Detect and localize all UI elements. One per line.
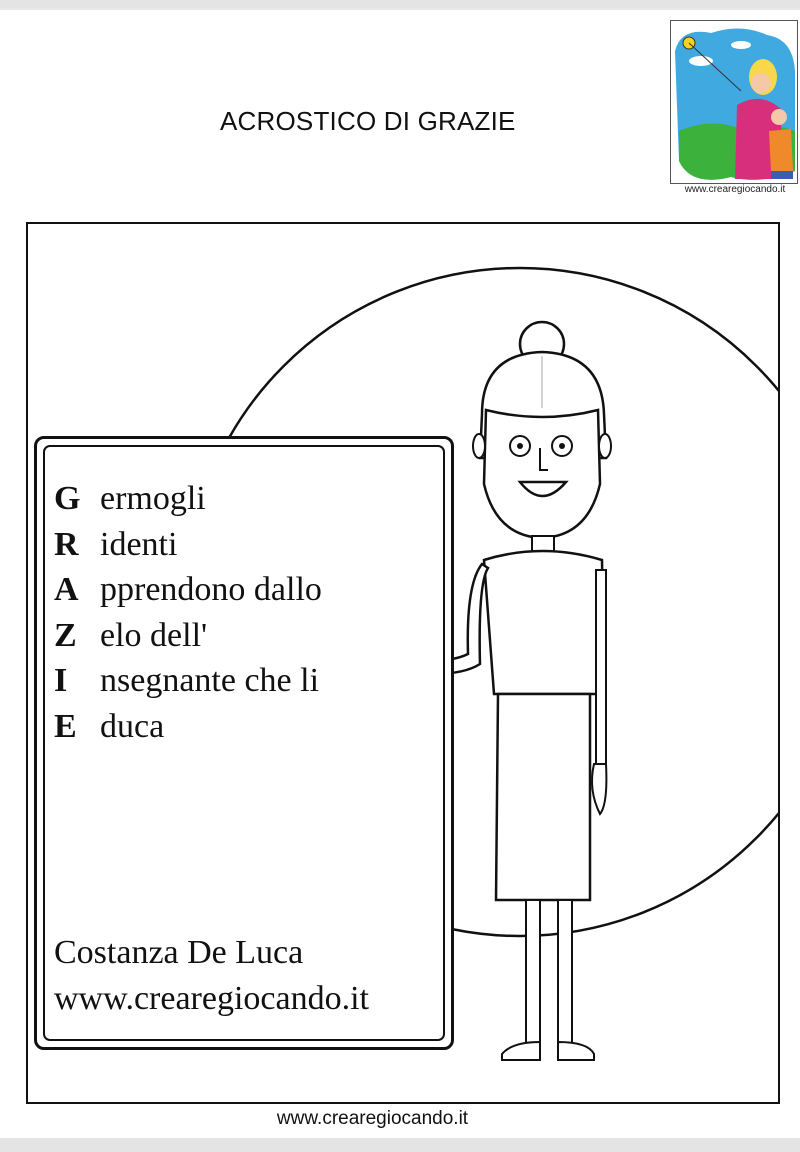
acrostic-text: identi — [100, 525, 178, 563]
acrostic-line — [54, 704, 322, 750]
logo-caption: www.crearegiocando.it — [684, 184, 786, 195]
worksheet-page — [0, 10, 800, 1138]
author-credit — [54, 930, 369, 1022]
acrostic-line — [54, 613, 322, 659]
illustration-frame — [26, 222, 780, 1104]
acrostic-letter: G — [54, 480, 81, 517]
acrostic-text: duca — [100, 707, 165, 745]
acrostic-text: elo dell' — [100, 616, 208, 654]
footer-url: www.crearegiocando.it — [276, 1108, 469, 1129]
page-title: ACROSTICO DI GRAZIE — [220, 106, 516, 136]
acrostic-letter: R — [54, 525, 79, 563]
acrostic-poem — [54, 476, 322, 749]
acrostic-letter: I — [54, 662, 68, 699]
acrostic-text: pprendono dallo — [100, 571, 322, 608]
acrostic-line — [54, 567, 322, 613]
acrostic-text: ermogli — [100, 480, 206, 517]
acrostic-text: nsegnante che li — [100, 662, 320, 699]
acrostic-letter: Z — [54, 616, 77, 654]
top-divider — [0, 0, 800, 8]
bottom-divider — [0, 1138, 800, 1152]
author-name: Costanza De Luca — [54, 934, 304, 971]
acrostic-line — [54, 476, 322, 522]
acrostic-line — [54, 522, 322, 568]
author-website: www.crearegiocando.it — [54, 980, 369, 1017]
acrostic-letter: A — [54, 571, 79, 608]
logo-image — [670, 20, 798, 184]
acrostic-letter: E — [54, 707, 77, 745]
acrostic-line — [54, 658, 322, 704]
